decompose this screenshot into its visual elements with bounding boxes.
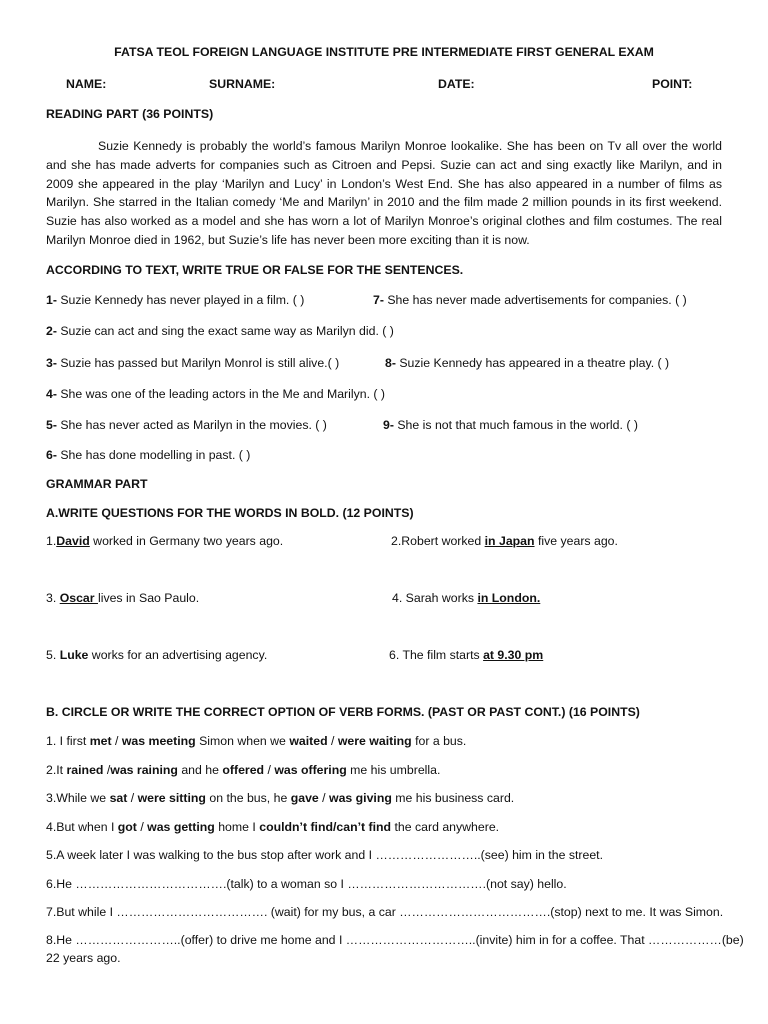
tf-item-7: 7- She has never made advertisements for companies. ( ) bbox=[373, 293, 687, 307]
a-item-5: 5. Luke works for an advertising agency. bbox=[46, 648, 268, 662]
b-item-line bbox=[46, 819, 499, 835]
b-item-text: for a bus. bbox=[411, 734, 467, 748]
b-item-option: waited bbox=[289, 734, 328, 748]
b-item-option: were sitting bbox=[137, 791, 206, 805]
b-item-option: was giving bbox=[329, 791, 392, 805]
b-item-text: / bbox=[103, 763, 111, 777]
b-item-text: 3.While we bbox=[46, 791, 110, 805]
b-item-option: sat bbox=[109, 791, 128, 805]
a-item-2: 2.Robert worked in Japan five years ago. bbox=[391, 534, 618, 548]
tf-item-1: 1- Suzie Kennedy has never played in a film. ( ) bbox=[46, 293, 305, 307]
b-item-text: the card anywhere. bbox=[391, 820, 500, 834]
b-item-text: / bbox=[264, 763, 275, 777]
b-item-option: rained bbox=[66, 763, 104, 777]
surname-field-label: SURNAME: bbox=[209, 77, 276, 91]
point-field-label: POINT: bbox=[652, 77, 693, 91]
b-item-line bbox=[46, 733, 466, 749]
b-item-text: 22 years ago. bbox=[46, 951, 121, 965]
b-item-line bbox=[46, 790, 514, 806]
b-item-option: was getting bbox=[147, 820, 215, 834]
a-item-3: 3. Oscar lives in Sao Paulo. bbox=[46, 591, 200, 605]
name-field-label: NAME: bbox=[66, 77, 107, 91]
grammar-a-heading: A.WRITE QUESTIONS FOR THE WORDS IN BOLD. (12 POINTS) bbox=[46, 506, 414, 520]
tf-item-3: 3- Suzie has passed but Marilyn Monrol is still alive.( ) bbox=[46, 356, 340, 370]
tf-item-2: 2- Suzie can act and sing the exact same way as Marilyn did. ( ) bbox=[46, 324, 394, 338]
b-item-line bbox=[46, 876, 567, 892]
b-item-text: 5.A week later I was walking to the bus stop after work and I ……………………..(see) him in the street. bbox=[46, 848, 603, 862]
tf-item-6: 6- She has done modelling in past. ( ) bbox=[46, 448, 251, 462]
reading-passage-text: Suzie Kennedy is probably the world’s famous Marilyn Monroe lookalike. She has been on Tv all over the world and she has made adverts for companies such as Citroen and Pepsi. Suzie can act and sing exactly like Marilyn, and in 2009 she appeared in the play ‘Marilyn and Lucy’ in London’s West End. She has also appeared in a number of films as Marilyn. She starred in the Italian comedy ‘Me and Marilyn’ in 2010 and the film made 2 million pounds in its first weekend. Suzie has also worked as a model and she has worn a lot of Marilyn Monroe’s original clothes and film costumes. The real Marilyn Monroe died in 1962, but Suzie’s life has never been more exciting than it is now. bbox=[46, 139, 722, 247]
b-item-text: Simon when we bbox=[195, 734, 290, 748]
b-item-text: / bbox=[327, 734, 338, 748]
tf-item-5: 5- She has never acted as Marilyn in the movies. ( ) bbox=[46, 418, 327, 432]
a-item-1: 1.David worked in Germany two years ago. bbox=[46, 534, 284, 548]
b-item-text: me his business card. bbox=[391, 791, 515, 805]
b-item-text: / bbox=[136, 820, 148, 834]
b-item-option: got bbox=[117, 820, 137, 834]
grammar-b-heading: B. CIRCLE OR WRITE THE CORRECT OPTION OF VERB FORMS. (PAST OR PAST CONT.) (16 POINTS) bbox=[46, 705, 640, 719]
reading-passage bbox=[46, 137, 722, 250]
b-item-text: me his umbrella. bbox=[346, 763, 441, 777]
b-item-line bbox=[46, 932, 744, 948]
grammar-heading: GRAMMAR PART bbox=[46, 477, 148, 491]
b-item-line bbox=[46, 950, 121, 966]
b-item-option: was offering bbox=[274, 763, 347, 777]
reading-heading: READING PART (36 POINTS) bbox=[46, 107, 214, 121]
date-field-label: DATE: bbox=[438, 77, 475, 91]
a-item-4: 4. Sarah works in London. bbox=[392, 591, 541, 605]
b-item-text: on the bus, he bbox=[205, 791, 291, 805]
b-item-option: was raining bbox=[110, 763, 178, 777]
b-item-option: was meeting bbox=[121, 734, 196, 748]
b-item-text: 6.He ……………………………….(talk) to a woman so I …………………………….(not say) hello. bbox=[46, 877, 567, 891]
a-item-6: 6. The film starts at 9.30 pm bbox=[389, 648, 544, 662]
b-item-text: / bbox=[127, 791, 138, 805]
b-item-option: couldn’t find/can’t find bbox=[259, 820, 392, 834]
b-item-option: were waiting bbox=[337, 734, 412, 748]
b-item-text: 4.But when I bbox=[46, 820, 118, 834]
b-item-text: 2.It bbox=[46, 763, 67, 777]
b-item-option: met bbox=[89, 734, 112, 748]
exam-title: FATSA TEOL FOREIGN LANGUAGE INSTITUTE PRE INTERMEDIATE FIRST GENERAL EXAM bbox=[114, 45, 654, 59]
tf-item-4: 4- She was one of the leading actors in the Me and Marilyn. ( ) bbox=[46, 387, 386, 401]
b-item-line bbox=[46, 847, 603, 863]
b-item-text: 7.But while I ………………………………. (wait) for my bus, a car ……………………………….(stop) next to me. It was Simon. bbox=[46, 905, 724, 919]
b-item-text: 1. I first bbox=[46, 734, 90, 748]
tf-item-9: 9- She is not that much famous in the world. ( ) bbox=[383, 418, 638, 432]
tf-item-8: 8- Suzie Kennedy has appeared in a theatre play. ( ) bbox=[385, 356, 670, 370]
b-item-text: 8.He ……………………..(offer) to drive me home and I …………………………..(invite) him in for a coffee. That ………………(be) bbox=[46, 933, 744, 947]
b-item-option: offered bbox=[222, 763, 265, 777]
b-item-text: / bbox=[111, 734, 122, 748]
b-item-line bbox=[46, 904, 723, 920]
b-item-option: gave bbox=[290, 791, 319, 805]
tf-heading: ACCORDING TO TEXT, WRITE TRUE OR FALSE FOR THE SENTENCES. bbox=[46, 263, 464, 277]
b-item-line bbox=[46, 762, 440, 778]
b-item-text: / bbox=[318, 791, 329, 805]
b-item-text: home I bbox=[214, 820, 260, 834]
b-item-text: and he bbox=[177, 763, 223, 777]
